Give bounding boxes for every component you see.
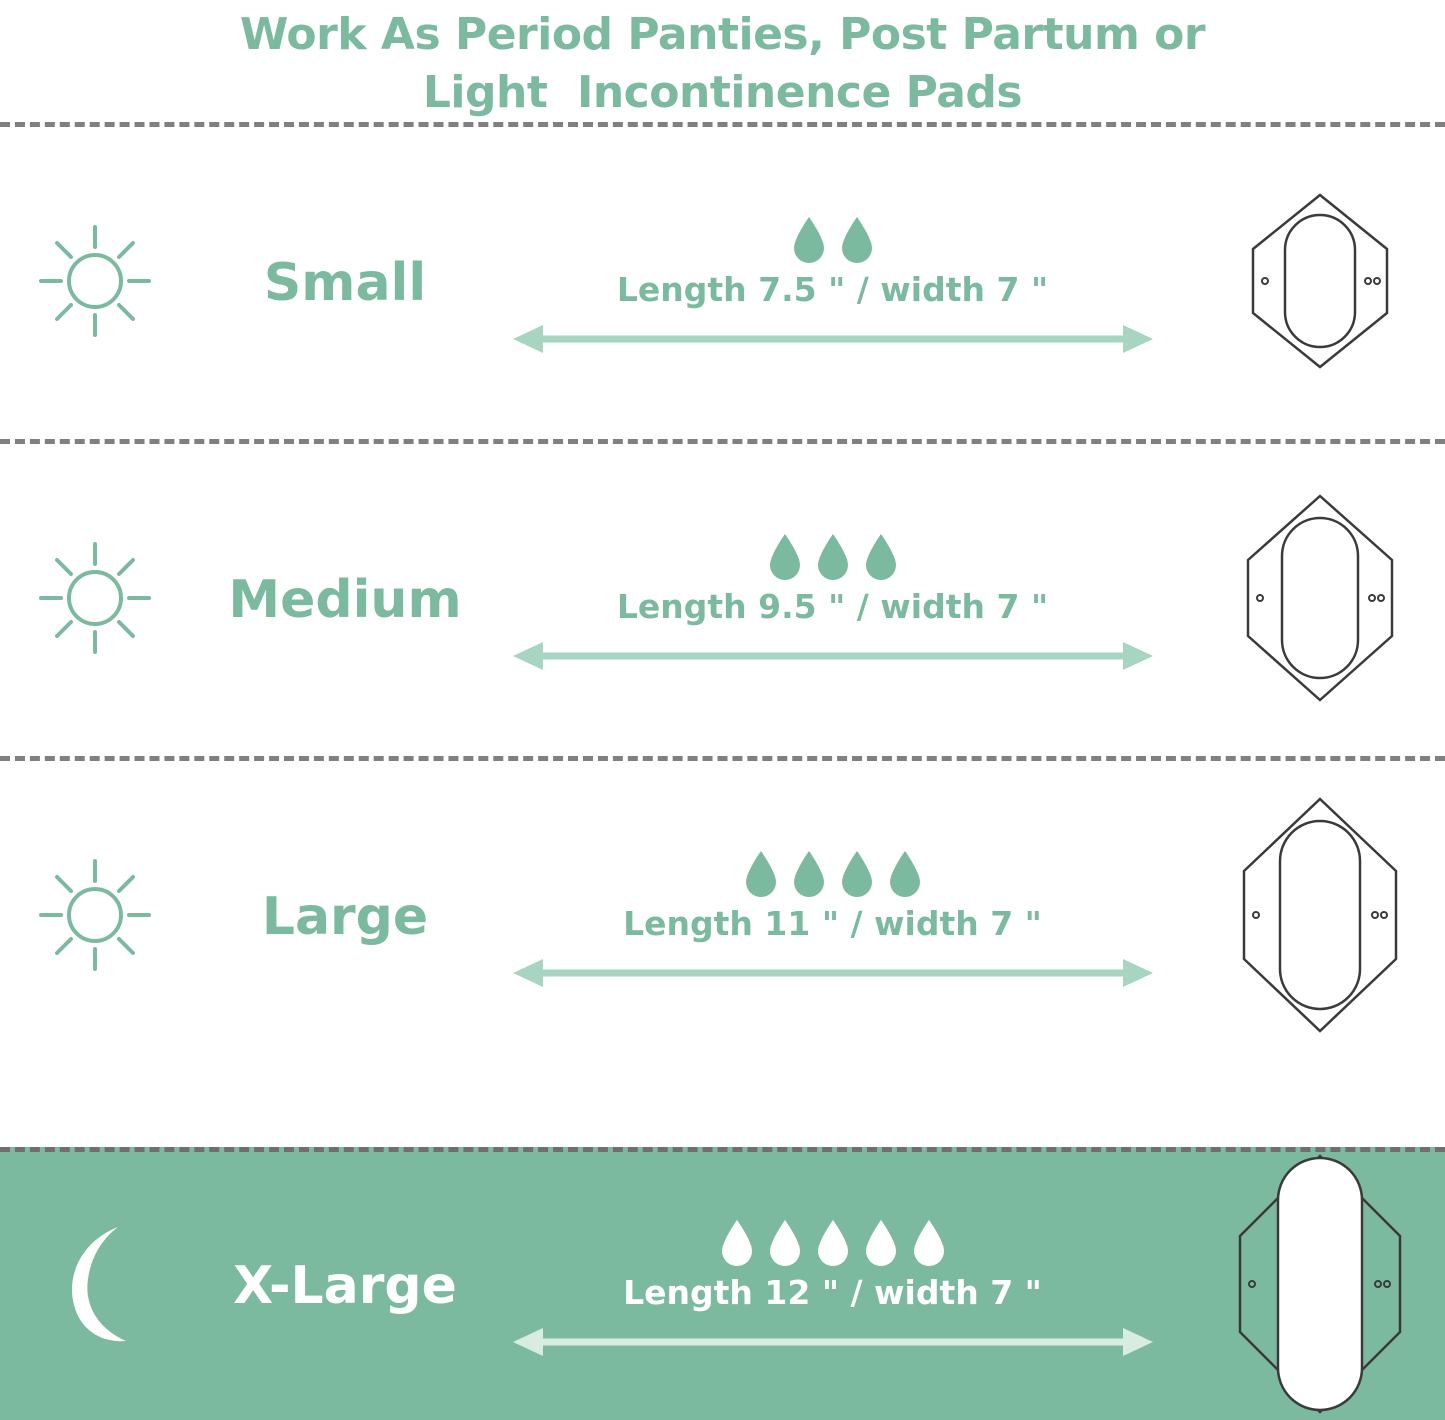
row-icon-cell bbox=[0, 855, 190, 979]
size-row-medium bbox=[0, 444, 1445, 756]
size-row-large bbox=[0, 761, 1445, 1073]
row-icon-cell bbox=[0, 221, 190, 345]
sun-icon bbox=[35, 538, 155, 662]
row-size-cell bbox=[190, 253, 500, 313]
row-detail-cell bbox=[500, 208, 1195, 359]
title-line-1: Work As Period Panties, Post Partum or bbox=[239, 9, 1206, 60]
title-line-2: Light Incontinence Pads bbox=[422, 67, 1023, 119]
pad-illustration-medium bbox=[1240, 492, 1400, 708]
drop-icon bbox=[744, 850, 778, 898]
drop-icon bbox=[840, 216, 874, 264]
drop-icon bbox=[912, 1219, 946, 1267]
dimension-text-xlarge: Length 12 " / width 7 " bbox=[623, 1272, 1042, 1312]
absorbency-drops-large bbox=[744, 842, 922, 898]
size-label-small: Small bbox=[263, 253, 427, 314]
drop-icon bbox=[816, 1219, 850, 1267]
length-arrow-large bbox=[513, 953, 1153, 993]
drop-icon bbox=[792, 850, 826, 898]
row-size-cell bbox=[190, 1256, 500, 1316]
page-title bbox=[0, 0, 1445, 122]
sun-icon bbox=[35, 221, 155, 345]
absorbency-drops-small bbox=[792, 208, 874, 264]
row-pad-cell bbox=[1195, 191, 1445, 375]
pad-illustration-xlarge bbox=[1232, 1152, 1408, 1420]
length-arrow-small bbox=[513, 319, 1153, 359]
row-size-cell bbox=[190, 570, 500, 630]
drop-icon bbox=[888, 850, 922, 898]
pad-illustration-small bbox=[1245, 191, 1395, 375]
length-arrow-xlarge bbox=[513, 1322, 1153, 1362]
row-pad-cell bbox=[1195, 492, 1445, 708]
drop-icon bbox=[816, 533, 850, 581]
size-row-small bbox=[0, 127, 1445, 439]
length-arrow-medium bbox=[513, 636, 1153, 676]
drop-icon bbox=[768, 1219, 802, 1267]
size-row-xlarge bbox=[0, 1152, 1445, 1420]
dimension-text-large: Length 11 " / width 7 " bbox=[623, 903, 1042, 943]
drop-icon bbox=[768, 533, 802, 581]
size-label-large: Large bbox=[261, 887, 429, 948]
row-pad-cell bbox=[1195, 1152, 1445, 1420]
absorbency-drops-medium bbox=[768, 525, 898, 581]
moon-icon bbox=[40, 1219, 150, 1353]
absorbency-drops-xlarge bbox=[720, 1211, 946, 1267]
size-row-xlarge-wrapper bbox=[0, 1147, 1445, 1415]
drop-icon bbox=[720, 1219, 754, 1267]
drop-icon bbox=[840, 850, 874, 898]
row-size-cell bbox=[190, 887, 500, 947]
pad-illustration-large bbox=[1236, 795, 1404, 1039]
row-pad-cell bbox=[1195, 795, 1445, 1039]
drop-icon bbox=[792, 216, 826, 264]
row-icon-cell bbox=[0, 1219, 190, 1353]
size-label-medium: Medium bbox=[228, 570, 462, 631]
dimension-text-medium: Length 9.5 " / width 7 " bbox=[616, 586, 1049, 626]
drop-icon bbox=[864, 533, 898, 581]
row-icon-cell bbox=[0, 538, 190, 662]
size-label-xlarge: X-Large bbox=[233, 1256, 457, 1316]
row-detail-cell bbox=[500, 525, 1195, 676]
row-detail-cell bbox=[500, 1211, 1195, 1362]
drop-icon bbox=[864, 1219, 898, 1267]
dimension-text-small: Length 7.5 " / width 7 " bbox=[616, 269, 1049, 309]
sun-icon bbox=[35, 855, 155, 979]
row-detail-cell bbox=[500, 842, 1195, 993]
